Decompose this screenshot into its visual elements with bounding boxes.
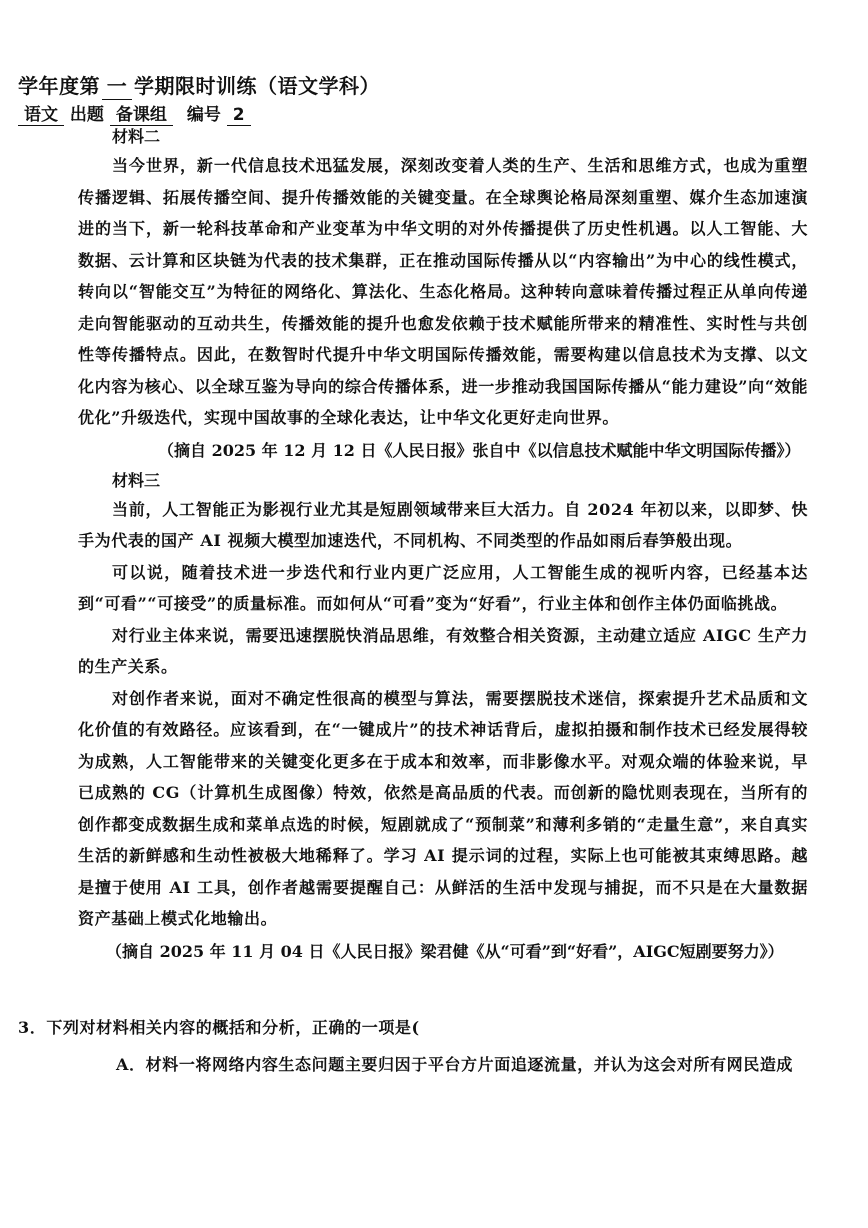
title-suffix: 学期限时训练（语文学科） [134,74,380,98]
material3-label: 材料三 [112,470,161,490]
option-a: A．材料一将网络内容生态问题主要归因于平台方片面追逐流量，并认为这会对所有网民造成 [116,1055,794,1074]
material2-label: 材料二 [112,127,161,146]
number-label: 编号 [186,105,221,125]
material3-paragraph-2: 可以说，随着技术进一步迭代和行业内更广泛应用，人工智能生成的视听内容，已经基本达到“可看”“可接受”的质量标准。而如何从“可看”变为“好看”，行业主体和创作主体仍面临挑战。 [78,562,808,613]
material3-source: （摘自 2025 年 11 月 04 日《人民日报》梁君健《从“可看”到“好看”，AIGC短剧要努力》） [106,941,784,961]
setter-label: 出题 [69,105,104,125]
term-blank: 一 [102,70,132,100]
reading-content [78,124,808,969]
material2-source: （摘自 2025 年 12 月 12 日《人民日报》张自中《以信息技术赋能中华文明国际传播》） [158,440,801,460]
material2-paragraph: 当今世界，新一代信息技术迅猛发展，深刻改变着人类的生产、生活和思维方式，也成为重塑传播逻辑、拓展传播空间、提升传播效能的关键变量。在全球舆论格局深刻重塑、媒介生态加速演进的当下，新一轮科技革命和产业变革为中华文明的对外传播提供了历史性机遇。以人工智能、大数据、云计算和区块链为代表的技术集群，正在推动国际传播从以“内容输出”为中心的线性模式，转向以“智能交互”为特征的网络化、算法化、生态化格局。这种转向意味着传播过程正从单向传递走向智能驱动的互动共生，传播效能的提升也愈发依赖于技术赋能所带来的精准性、实时性与共创性等传播特点。因此，在数智时代提升中华文明国际传播效能，需要构建以信息技术为支撑、以文化内容为核心、以全球互鉴为导向的综合传播体系，进一步推动我国国际传播从“能力建设”向“效能优化”升级迭代，实现中国故事的全球化表达，让中华文化更好走向世界。 [78,156,808,427]
title-prefix: 学年度第 [18,74,100,98]
material3-paragraph-1: 当前，人工智能正为影视行业尤其是短剧领域带来巨大活力。自 2024 年初以来，以即梦、快手为代表的国产 AI 视频大模型加速迭代，不同机构、不同类型的作品如雨后春笋般出现。 [78,499,808,550]
setter-value: 备课组 [110,100,173,126]
exam-meta [18,100,251,126]
question-stem: 3．下列对材料相关内容的概括和分析，正确的一项是( [18,1018,420,1037]
subject: 语文 [18,100,64,126]
material3-paragraph-4: 对创作者来说，面对不确定性很高的模型与算法，需要摆脱技术迷信，探索提升艺术品质和文化价值的有效路径。应该看到，在“一键成片”的技术神话背后，虚拟拍摄和制作技术已经发展得较为成熟，人工智能带来的关键变化更多在于成本和效率，而非影像水平。对观众端的体验来说，早已成熟的 CG（计算机生成图像）特效，依然是高品质的代表。而创新的隐忧则表现在，当所有的创作都变成数据生成和菜单点选的时候，短剧就成了“预制菜”和薄利多销的“走量生意”，来自真实生活的新鲜感和生动性被极大地稀释了。学习 AI 提示词的过程，实际上也可能被其束缚思路。越是擅于使用 AI 工具，创作者越需要提醒自己：从鲜活的生活中发现与捕捉，而不只是在大量数据资产基础上模式化地输出。 [78,688,808,928]
exam-title [18,70,380,100]
number-value: 2 [227,105,251,126]
material3-paragraph-3: 对行业主体来说，需要迅速摆脱快消品思维，有效整合相关资源，主动建立适应 AIGC 生产力的生产关系。 [78,625,808,676]
